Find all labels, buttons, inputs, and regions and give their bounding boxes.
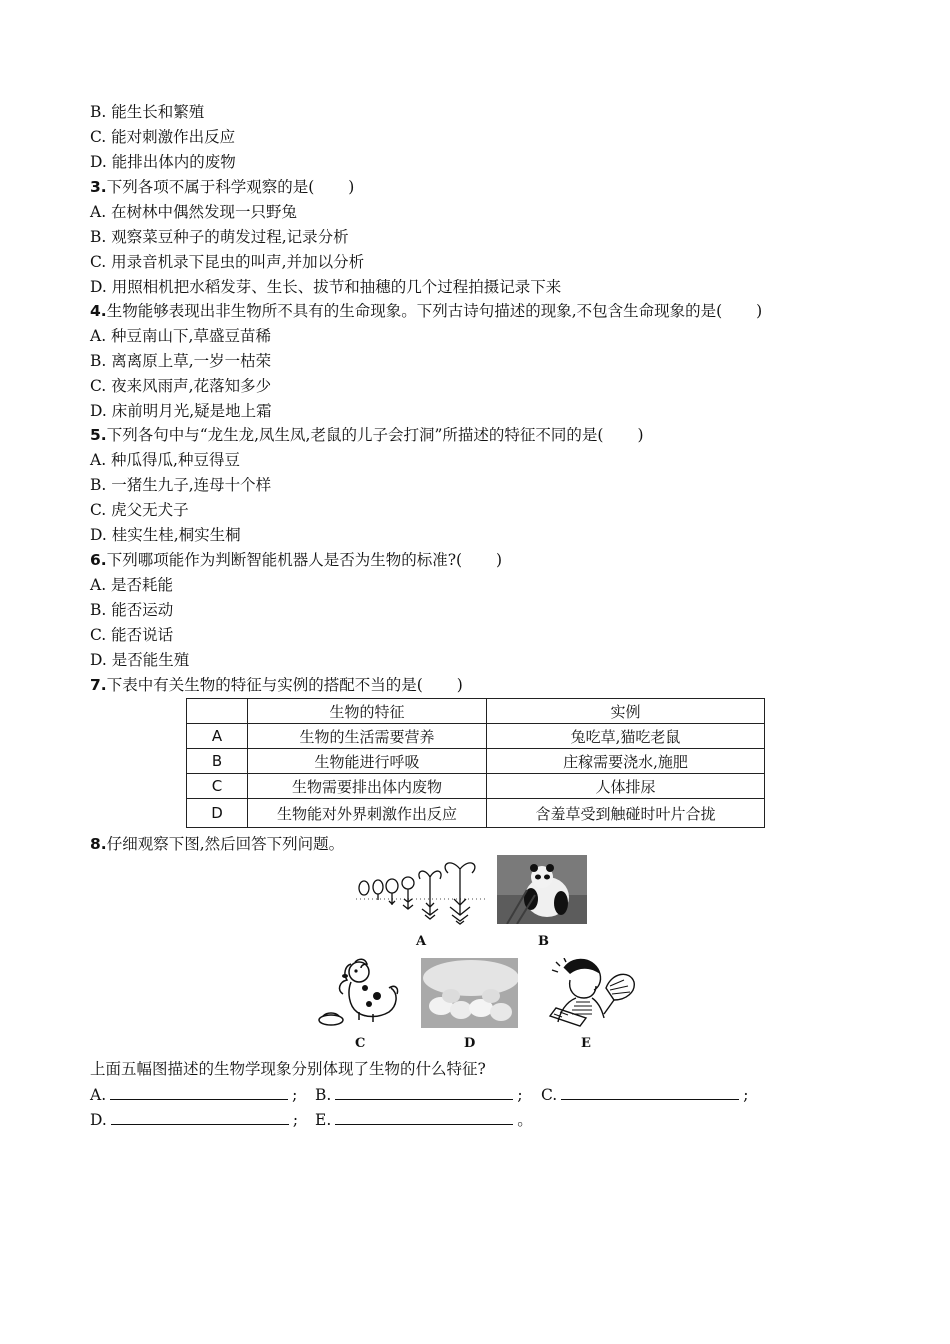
q7-stem: 7.下表中有关生物的特征与实例的搭配不当的是( ) <box>90 676 463 694</box>
fig-label-a: A <box>416 934 427 949</box>
table-header-row <box>187 699 765 724</box>
panda-photo <box>497 855 587 924</box>
q5-stem: 5.下列各句中与“龙生龙,凤生凤,老鼠的儿子会打洞”所描述的特征不同的是( ) <box>90 426 644 444</box>
q4-option-c: C. 夜来风雨声,花落知多少 <box>90 377 272 395</box>
table-cell: B <box>187 749 248 774</box>
table-row <box>187 774 765 799</box>
q3-option-b: B. 观察菜豆种子的萌发过程,记录分析 <box>90 228 349 246</box>
q6-option-d: D. 是否能生殖 <box>90 651 190 669</box>
fig-label-b: B <box>538 934 549 949</box>
table-cell: 生物能进行呼吸 <box>248 749 487 774</box>
q6-option-b: B. 能否运动 <box>90 601 174 619</box>
dog-figure <box>315 958 403 1032</box>
q4-option-d: D. 床前明月光,疑是地上霜 <box>90 402 272 420</box>
seed-germination-figure <box>356 855 488 927</box>
answer-a: A. ; <box>90 1086 298 1104</box>
table-cell: 庄稼需要浇水,施肥 <box>487 749 765 774</box>
q8-stem: 8.仔细观察下图,然后回答下列问题。 <box>90 835 345 853</box>
table-cell: 含羞草受到触碰时叶片合拢 <box>487 799 765 828</box>
q4-option-b: B. 离离原上草,一岁一枯荣 <box>90 352 272 370</box>
table-cell: C <box>187 774 248 799</box>
q3-option-a: A. 在树林中偶然发现一只野兔 <box>90 203 298 221</box>
q3-option-c: C. 用录音机录下昆虫的叫声,并加以分析 <box>90 253 365 271</box>
answer-a-label: A. <box>90 1086 107 1104</box>
table-cell: 生物能对外界刺激作出反应 <box>248 799 487 828</box>
table-row <box>187 799 765 828</box>
q5-option-b: B. 一猪生九子,连母十个样 <box>90 476 272 494</box>
table-cell: 兔吃草,猫吃老鼠 <box>487 724 765 749</box>
answer-a-blank[interactable] <box>110 1084 288 1100</box>
q4-option-a: A. 种豆南山下,草盛豆苗稀 <box>90 327 271 345</box>
q5-option-d: D. 桂实生桂,桐实生桐 <box>90 526 241 544</box>
q2-option-c: C. 能对刺激作出反应 <box>90 128 236 146</box>
table-cell: 人体排尿 <box>487 774 765 799</box>
q6-option-c: C. 能否说话 <box>90 626 174 644</box>
answer-b-label: B. <box>315 1086 332 1104</box>
table-cell: 生物需要排出体内废物 <box>248 774 487 799</box>
answer-c-blank[interactable] <box>561 1084 739 1100</box>
answer-d-blank[interactable] <box>111 1109 289 1125</box>
answer-d: D. ; <box>90 1111 299 1129</box>
answer-e-label: E. <box>315 1111 332 1129</box>
table-header-cell <box>187 699 248 724</box>
q2-option-d: D. 能排出体内的废物 <box>90 153 236 171</box>
answer-d-label: D. <box>90 1111 107 1129</box>
answer-c: C. ; <box>541 1086 749 1104</box>
q4-stem: 4.生物能够表现出非生物所不具有的生命现象。下列古诗句描述的现象,不包含生命现象的是( ) <box>90 302 763 320</box>
q6-option-a: A. 是否耗能 <box>90 576 174 594</box>
fig-label-e: E <box>581 1036 591 1051</box>
answer-b-blank[interactable] <box>335 1084 513 1100</box>
answer-c-label: C. <box>541 1086 558 1104</box>
q3-option-d: D. 用照相机把水稻发芽、生长、拔节和抽穗的几个过程拍摄记录下来 <box>90 278 562 296</box>
table-header-cell: 生物的特征 <box>248 699 487 724</box>
q3-stem: 3.下列各项不属于科学观察的是( ) <box>90 178 355 196</box>
table-header-cell: 实例 <box>487 699 765 724</box>
q5-option-a: A. 种瓜得瓜,种豆得豆 <box>90 451 240 469</box>
answer-e: E. 。 <box>315 1111 533 1129</box>
table-row <box>187 724 765 749</box>
q6-stem: 6.下列哪项能作为判断智能机器人是否为生物的标准?( ) <box>90 551 503 569</box>
fig-label-d: D <box>464 1036 476 1051</box>
table-cell: 生物的生活需要营养 <box>248 724 487 749</box>
answer-e-blank[interactable] <box>335 1109 513 1125</box>
answer-b: B. ; <box>315 1086 523 1104</box>
q8-prompt: 上面五幅图描述的生物学现象分别体现了生物的什么特征? <box>90 1060 486 1078</box>
q7-table <box>186 698 765 828</box>
q5-option-c: C. 虎父无犬子 <box>90 501 189 519</box>
person-fan-figure <box>540 958 636 1034</box>
q2-option-b: B. 能生长和繁殖 <box>90 103 205 121</box>
table-cell: A <box>187 724 248 749</box>
table-cell: D <box>187 799 248 828</box>
piglets-photo <box>421 958 518 1028</box>
fig-label-c: C <box>355 1036 366 1051</box>
table-row <box>187 749 765 774</box>
